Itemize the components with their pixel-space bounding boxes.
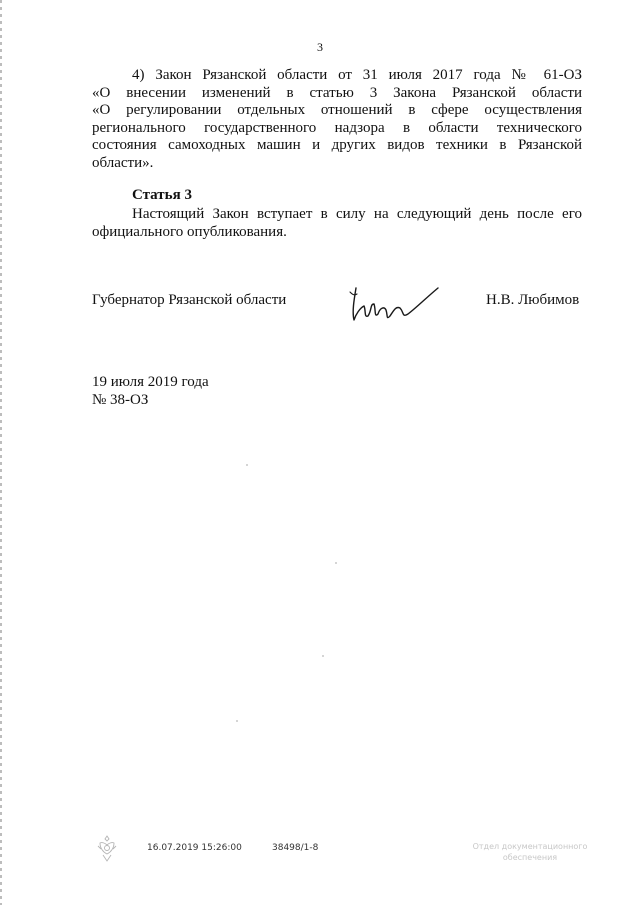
article-3-heading: Статья 3 [132, 187, 192, 203]
paragraph-line: регионального государственного надзора в области технического [92, 119, 582, 136]
footer-timestamp: 16.07.2019 15:26:00 [147, 843, 242, 853]
scan-speck [335, 562, 337, 564]
law-number: № 38-ОЗ [92, 392, 149, 408]
governor-title: Губернатор Рязанской области [92, 292, 287, 308]
paragraph-line: «О регулировании отдельных отношений в сфере осуществления [92, 102, 582, 119]
paragraph-line: официального опубликования. [92, 223, 287, 240]
scan-speck [322, 655, 324, 657]
paragraph-line: 4) Закон Рязанской области от 31 июля 2017 года № 61-ОЗ [132, 67, 582, 83]
scan-edge [0, 0, 2, 905]
signing-date: 19 июля 2019 года [92, 374, 209, 390]
paragraph-line: «О внесении изменений в статью 3 Закона Рязанской области [92, 84, 582, 101]
scan-speck [246, 464, 248, 466]
item-4-paragraph [92, 67, 582, 173]
paragraph-line: Настоящий Закон вступает в силу на следующий день после его [132, 206, 582, 222]
page-number: 3 [317, 40, 323, 54]
stamp-line: обеспечения [502, 853, 558, 862]
paragraph-line: области». [92, 154, 154, 171]
footer-registration-number: 38498/1-8 [272, 843, 319, 853]
registration-stamp [455, 841, 605, 863]
paragraph-line: состояния самоходных машин и других видов техники в Рязанской [92, 137, 582, 154]
emblem-icon [96, 834, 118, 864]
article-3-paragraph [92, 206, 582, 241]
stamp-line: Отдел документационного [472, 842, 588, 851]
scan-speck [236, 720, 238, 722]
governor-name: Н.В. Любимов [486, 292, 580, 308]
handwritten-signature [342, 280, 442, 328]
